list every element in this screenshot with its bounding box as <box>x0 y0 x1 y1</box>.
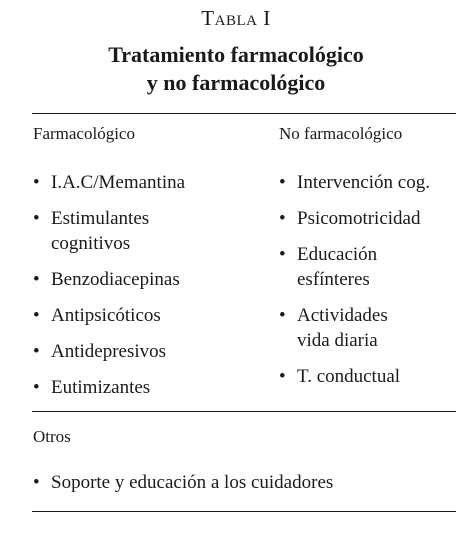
list-item <box>33 375 273 400</box>
list-item-label: Educación <box>297 244 378 265</box>
table-title-line-2: y no farmacológico <box>146 70 326 95</box>
bullet-icon: • <box>33 377 40 398</box>
pharmacological-list <box>33 170 273 411</box>
middle-rule <box>32 411 456 412</box>
others-section-header: Otros <box>33 427 71 446</box>
list-item-label: Antipsicóticos <box>51 305 161 326</box>
list-item-label: Eutimizantes <box>51 377 151 398</box>
list-item-label: Actividades <box>297 305 388 326</box>
table-title <box>0 41 472 97</box>
bullet-icon: • <box>33 472 40 493</box>
list-item-label: Estimulantes <box>51 208 150 229</box>
list-item <box>279 242 464 292</box>
bottom-rule <box>32 511 456 512</box>
table-title-line-1: Tratamiento farmacológico <box>108 42 364 67</box>
list-item-label-continuation: esfínteres <box>297 269 370 290</box>
list-item <box>33 303 273 328</box>
list-item-label: Intervención cog. <box>297 172 430 193</box>
list-item <box>279 206 464 231</box>
bullet-icon: • <box>279 244 286 265</box>
list-item-label: Benzodiacepinas <box>51 269 180 290</box>
bullet-icon: • <box>33 305 40 326</box>
list-item-label: I.A.C/Memantina <box>51 172 186 193</box>
bullet-icon: • <box>279 208 286 229</box>
list-item <box>279 364 464 389</box>
bullet-icon: • <box>33 341 40 362</box>
list-item-label-continuation: vida diaria <box>297 330 378 351</box>
bullet-icon: • <box>33 208 40 229</box>
non-pharmacological-list <box>279 170 464 400</box>
list-item <box>279 303 464 353</box>
bullet-icon: • <box>279 172 286 193</box>
bullet-icon: • <box>279 305 286 326</box>
list-item <box>33 339 273 364</box>
list-item <box>33 470 453 495</box>
table-number: Tabla I <box>201 6 271 30</box>
bullet-icon: • <box>279 366 286 387</box>
list-item-label: Antidepresivos <box>51 341 167 362</box>
list-item <box>33 206 273 256</box>
list-item-label-continuation: cognitivos <box>51 233 131 254</box>
others-list <box>33 470 453 506</box>
list-item <box>279 170 464 195</box>
bullet-icon: • <box>33 172 40 193</box>
list-item <box>33 170 273 195</box>
top-rule <box>32 113 456 114</box>
bullet-icon: • <box>33 269 40 290</box>
list-item-label: T. conductual <box>297 366 401 387</box>
list-item-label: Soporte y educación a los cuidadores <box>51 472 334 493</box>
column-header-pharmacological: Farmacológico <box>33 124 135 143</box>
list-item <box>33 267 273 292</box>
column-header-non-pharmacological: No farmacológico <box>279 124 403 143</box>
list-item-label: Psicomotricidad <box>297 208 421 229</box>
